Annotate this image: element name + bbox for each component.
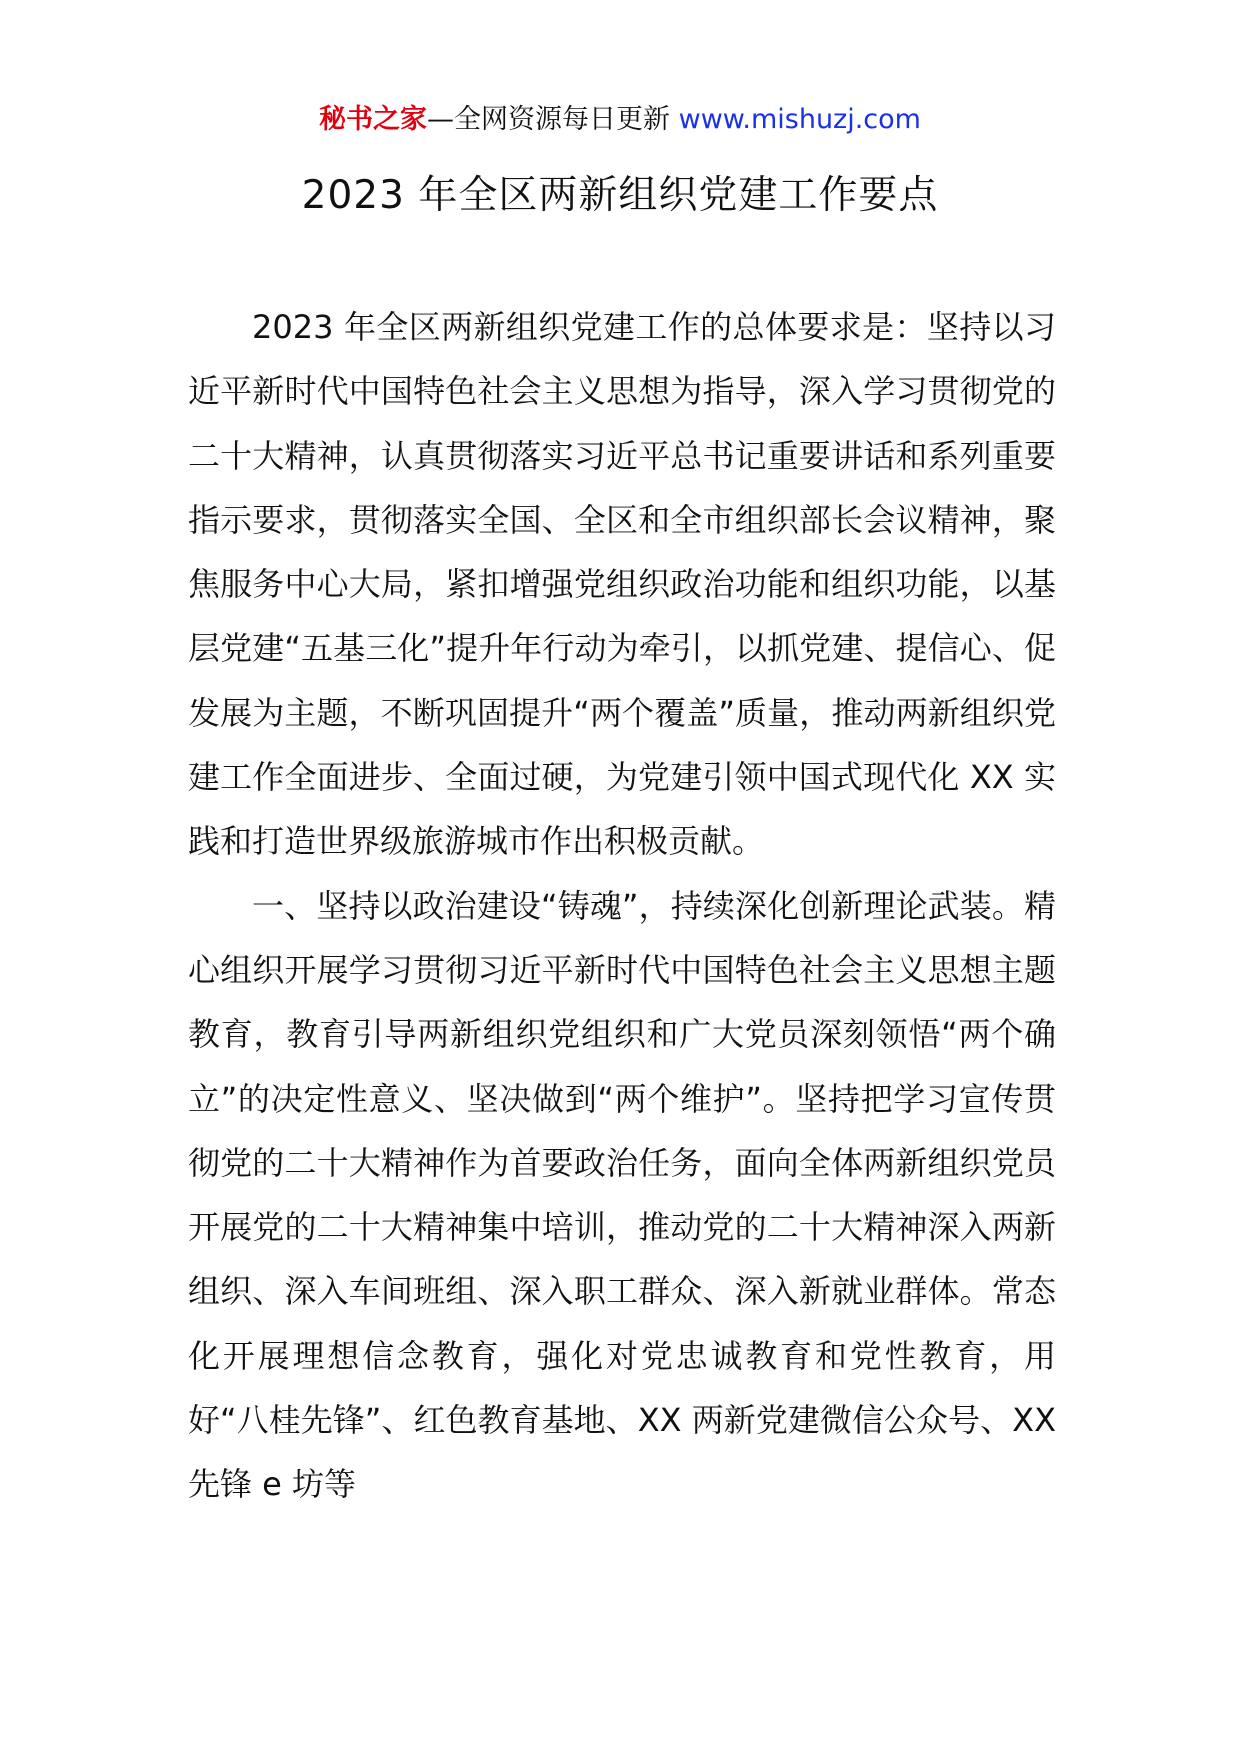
site-url-link[interactable]: www.mishuzj.com [678, 104, 921, 135]
site-header [0, 100, 1240, 140]
site-brand: 秘书之家 [319, 104, 428, 135]
document-title: 2023 年全区两新组织党建工作要点 [301, 173, 939, 218]
paragraph-section-1: 一、坚持以政治建设“铸魂”，持续深化创新理论武装。精心组织开展学习贯彻习近平新时代中国特色社会主义思想主题教育，教育引导两新组织党组织和广大党员深刻领悟“两个确立”的决定性意义、坚决做到“两个维护”。坚持把学习宣传贯彻党的二十大精神作为首要政治任务，面向全体两新组织党员开展党的二十大精神集中培训，推动党的二十大精神深入两新组织、深入车间班组、深入职工群众、深入新就业群体。常态化开展理想信念教育，强化对党忠诚教育和党性教育，用好“八桂先锋”、红色教育基地、XX 两新党建微信公众号、XX 先锋 e 坊等 [188, 886, 1056, 1504]
document-body [188, 295, 1056, 1517]
paragraph-intro: 2023 年全区两新组织党建工作的总体要求是：坚持以习近平新时代中国特色社会主义思想为指导，深入学习贯彻党的二十大精神，认真贯彻落实习近平总书记重要讲话和系列重要指示要求，贯彻落实全国、全区和全市组织部长会议精神，聚焦服务中心大局，紧扣增强党组织政治功能和组织功能，以基层党建“五基三化”提升年行动为牵引，以抓党建、提信心、促发展为主题，不断巩固提升“两个覆盖”质量，推动两新组织党建工作全面进步、全面过硬，为党建引领中国式现代化 XX 实践和打造世界级旅游城市作出积极贡献。 [188, 308, 1056, 861]
site-tagline: —全网资源每日更新 [427, 104, 679, 135]
